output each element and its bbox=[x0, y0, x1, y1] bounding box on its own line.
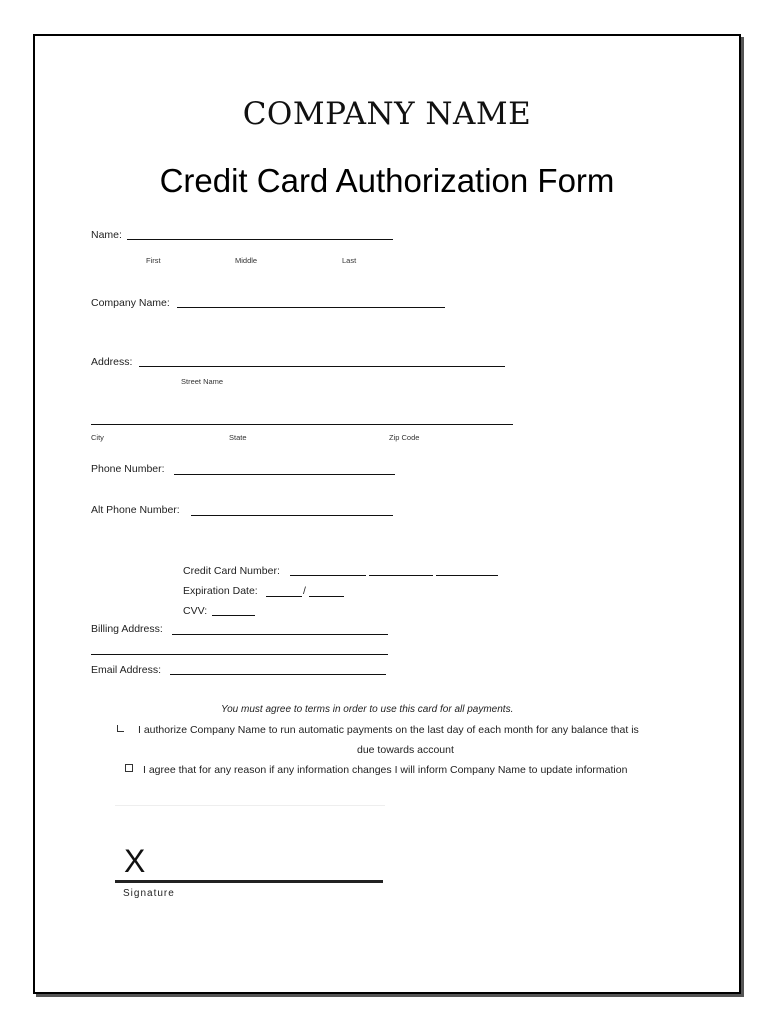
terms-notice: You must agree to terms in order to use this card for all payments. bbox=[221, 704, 514, 715]
city-caption: City bbox=[91, 433, 104, 442]
authorize-text: I authorize Company Name to run automatic payments on the last day of each month for any balance that is bbox=[138, 724, 639, 736]
expiration-slash: / bbox=[303, 585, 306, 597]
signature-label: Signature bbox=[123, 888, 175, 899]
form-page bbox=[33, 34, 741, 994]
street-name-caption: Street Name bbox=[181, 377, 224, 386]
inform-text: I agree that for any reason if any information changes I will inform Company Name to update information bbox=[143, 764, 628, 776]
authorize-text-cont: due towards account bbox=[357, 744, 454, 756]
address-city-line[interactable] bbox=[91, 424, 513, 425]
name-last-caption: Last bbox=[342, 256, 357, 265]
name-first-caption: First bbox=[146, 256, 161, 265]
company-name: COMPANY NAME bbox=[242, 96, 532, 132]
phone-line[interactable] bbox=[174, 474, 395, 475]
authorize-checkbox-row[interactable] bbox=[117, 724, 639, 736]
alt-phone-label: Alt Phone Number: bbox=[91, 504, 180, 516]
authorize-checkbox[interactable] bbox=[117, 725, 124, 732]
billing-line-2[interactable] bbox=[91, 654, 388, 655]
faint-divider bbox=[115, 805, 385, 806]
email-label: Email Address: bbox=[91, 664, 162, 676]
billing-line-1[interactable] bbox=[172, 634, 388, 635]
phone-label: Phone Number: bbox=[91, 463, 165, 475]
card-number-label: Credit Card Number: bbox=[183, 565, 280, 577]
signature-x-mark: X bbox=[124, 843, 146, 879]
expiration-month-line[interactable] bbox=[266, 596, 302, 597]
signature-line[interactable] bbox=[115, 880, 383, 883]
expiration-label: Expiration Date: bbox=[183, 585, 258, 597]
card-number-segment-2[interactable] bbox=[369, 575, 433, 576]
cvv-label: CVV: bbox=[183, 605, 208, 617]
cvv-line[interactable] bbox=[212, 615, 255, 616]
company-line[interactable] bbox=[177, 307, 445, 308]
expiration-year-line[interactable] bbox=[309, 596, 344, 597]
address-street-line[interactable] bbox=[139, 366, 505, 367]
company-label: Company Name: bbox=[91, 297, 170, 309]
state-caption: State bbox=[229, 433, 247, 442]
name-label: Name: bbox=[91, 229, 122, 241]
email-line[interactable] bbox=[170, 674, 386, 675]
name-line[interactable] bbox=[127, 239, 393, 240]
card-number-segment-3[interactable] bbox=[436, 575, 498, 576]
billing-label: Billing Address: bbox=[91, 623, 163, 635]
card-number-segment-1[interactable] bbox=[290, 575, 366, 576]
inform-checkbox-row[interactable] bbox=[125, 764, 627, 776]
name-middle-caption: Middle bbox=[235, 256, 258, 265]
inform-checkbox[interactable] bbox=[125, 764, 133, 772]
address-label: Address: bbox=[91, 356, 133, 368]
alt-phone-line[interactable] bbox=[191, 515, 393, 516]
form-title: Credit Card Authorization Form bbox=[159, 162, 615, 199]
zip-caption: Zip Code bbox=[389, 433, 420, 442]
